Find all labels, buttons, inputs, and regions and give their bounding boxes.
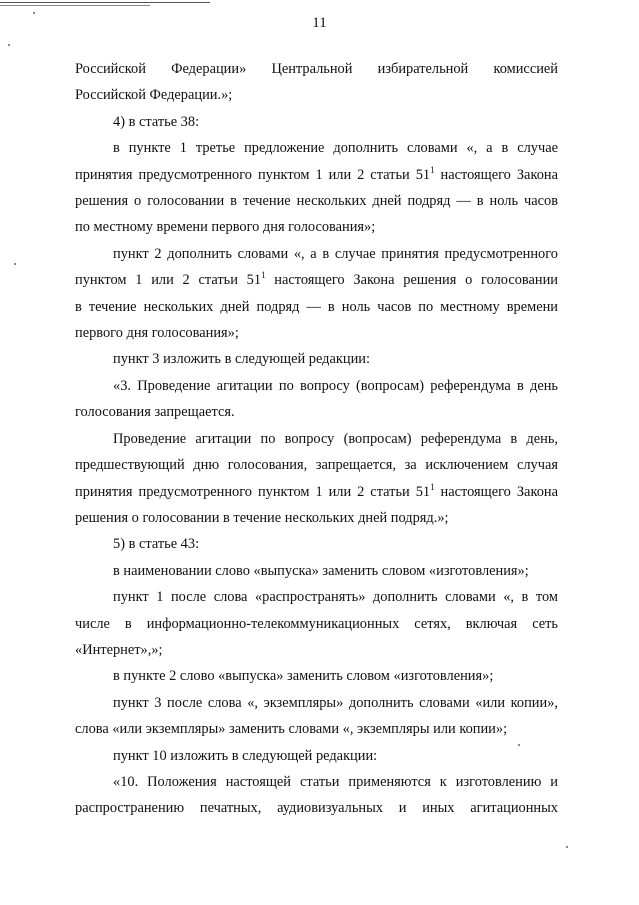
- body-line: в пункте 1 третье предложение дополнить словами «, а в случае: [113, 140, 558, 157]
- scan-speck: [566, 846, 568, 848]
- list-item-heading: 4) в статье 38:: [113, 113, 200, 130]
- body-line: первого дня голосования»;: [75, 325, 239, 342]
- body-line: [75, 162, 558, 188]
- body-line: пункт 3 изложить в следующей редакции:: [113, 351, 370, 368]
- document-body: [75, 56, 558, 822]
- body-line: «Интернет»,»;: [75, 641, 163, 658]
- body-line: Проведение агитации по вопросу (вопросам) референдума в день,: [113, 430, 558, 447]
- text-run: настоящего Закона: [434, 483, 558, 500]
- body-line: в пункте 2 слово «выпуска» заменить словом «изготовления»;: [113, 668, 494, 685]
- text-run: пунктом 1 или 2 статьи 51: [75, 272, 262, 289]
- body-line: Российской Федерации.»;: [75, 87, 233, 104]
- body-line: пункт 3 после слова «, экземпляры» дополнить словами «или копии»,: [113, 694, 558, 711]
- scan-edge-line: [0, 2, 210, 3]
- body-line: решения о голосовании в течение нескольких дней подряд.»;: [75, 509, 449, 526]
- scan-speck: [14, 263, 16, 265]
- list-item-heading: 5) в статье 43:: [113, 536, 200, 553]
- body-line: «10. Положения настоящей статьи применяются к изготовлению и: [113, 773, 558, 790]
- scan-edge-line: [0, 5, 150, 6]
- page-number: 11: [312, 15, 327, 31]
- superscript-mark: 1: [261, 270, 266, 281]
- body-line: [75, 267, 558, 293]
- body-line: «3. Проведение агитации по вопросу (вопросам) референдума в день: [113, 377, 558, 394]
- body-line: распространению печатных, аудиовизуальных и иных агитационных: [75, 800, 558, 817]
- scan-speck: [33, 12, 35, 14]
- body-line: решения о голосовании в течение нескольких дней подряд — в ноль часов: [75, 193, 558, 210]
- text-run: настоящего Закона решения о голосовании: [265, 272, 558, 289]
- text-run: настоящего Закона: [434, 166, 558, 183]
- superscript-mark: 1: [430, 481, 435, 492]
- body-line: слова «или экземпляры» заменить словами «, экземпляры или копии»;: [75, 721, 508, 738]
- body-line: Российской Федерации» Центральной избирательной комиссией: [75, 61, 558, 77]
- body-line: по местному времени первого дня голосования»;: [75, 219, 376, 236]
- body-line: пункт 2 дополнить словами «, а в случае принятия предусмотренного: [113, 245, 558, 262]
- body-line: [75, 479, 558, 505]
- text-run: принятия предусмотренного пунктом 1 или 2 статьи 51: [75, 166, 431, 183]
- body-line: голосования запрещается.: [75, 404, 235, 421]
- body-line: в наименовании слово «выпуска» заменить словом «изготовления»;: [113, 562, 529, 579]
- scan-speck: [8, 44, 10, 46]
- body-line: предшествующий дню голосования, запрещается, за исключением случая: [75, 457, 558, 474]
- body-line: пункт 1 после слова «распространять» дополнить словами «, в том: [113, 589, 558, 606]
- body-line: пункт 10 изложить в следующей редакции:: [113, 747, 378, 764]
- body-line: числе в информационно-телекоммуникационных сетях, включая сеть: [75, 615, 558, 632]
- superscript-mark: 1: [430, 164, 435, 175]
- text-run: принятия предусмотренного пунктом 1 или 2 статьи 51: [75, 483, 431, 500]
- body-line: в течение нескольких дней подряд — в ноль часов по местному времени: [75, 298, 558, 315]
